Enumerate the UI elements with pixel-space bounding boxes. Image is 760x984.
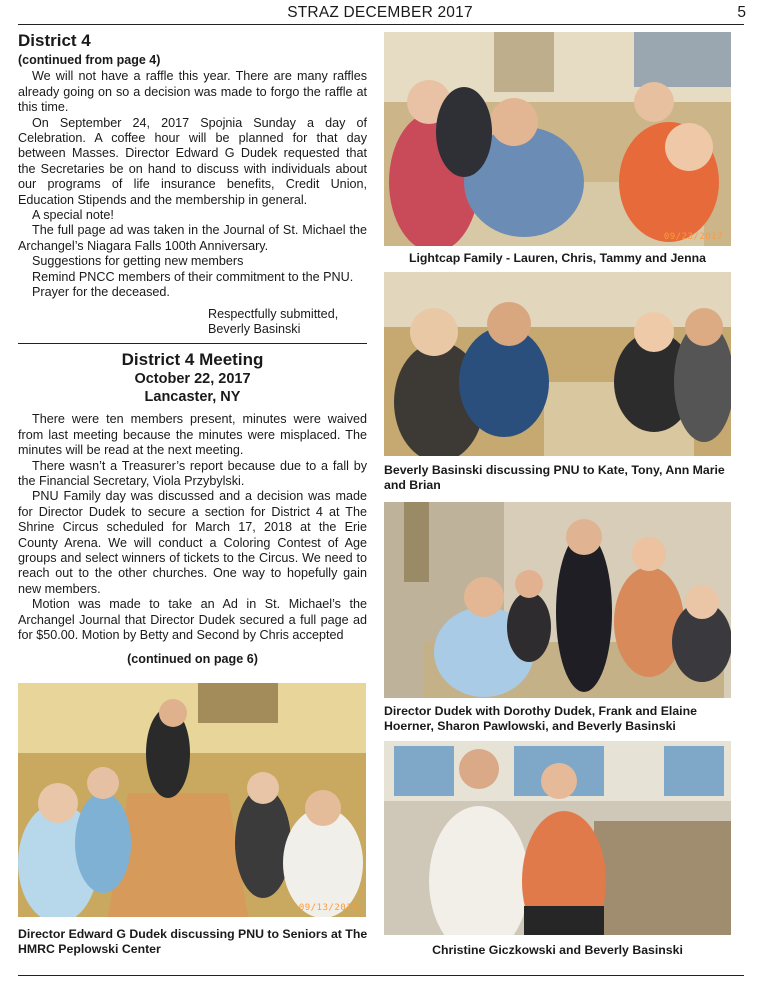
newsletter-title: STRAZ DECEMBER 2017 [287,4,473,21]
photo-giczkowski-basinski [384,741,731,935]
meeting-date: October 22, 2017 [134,371,251,388]
photo-dudek-group [384,502,731,698]
signer-name: Beverly Basinski [208,321,301,336]
meeting-location: Lancaster, NY [144,389,241,406]
left-column [18,31,367,668]
photo-timestamp: 09/13/2016 [298,903,358,913]
paragraph: On September 24, 2017 Spojnia Sunday a day of Celebration. A coffee hour will be planned for that day between Masses. Director Edward G Dudek requested that the Secretaries be on hand to discuss with individuals about our programs of life insurance benefits, Credit Union, Education Stipends and the membership in general. [18,115,367,207]
photo-seniors-hmrc [18,683,366,917]
page-number: 5 [737,4,746,21]
section-rule [18,343,367,344]
photo-lightcap-family [384,32,731,246]
photo-timestamp: 09/23/2017 [663,232,723,242]
paragraph: PNU Family day was discussed and a decision was made for Director Dudek to secure a section for District 4 at The Shrine Circus scheduled for March 17, 2018 at the Erie County Arena. We will conduct a Coloring Contest of Age groups and select winners of tickets to the Circus. We need to reach out to the other churches. One way to hopefully gain new members. [18,489,367,596]
paragraph: Prayer for the deceased. [32,285,170,300]
signoff: Respectfully submitted, [208,306,339,321]
photo-caption: Lightcap Family - Lauren, Chris, Tammy and Jenna [408,251,706,265]
photo-caption: Director Edward G Dudek discussing PNU to Seniors at The HMRC Peplowski Center [18,927,368,956]
paragraph: We will not have a raffle this year. There are many raffles already going on so a decision was made to forgo the raffle at this time. [18,69,367,115]
paragraph: There were ten members present, minutes were waived from last meeting because the minutes were misplaced. The minutes will be read at the next meeting. [18,412,367,458]
paragraph: Motion was made to take an Ad in St. Michael’s the Archangel Journal that Director Dudek secured a full page ad for $50.00. Motion by Betty and Second by Chris accepted [18,597,367,642]
photo-caption: Director Dudek with Dorothy Dudek, Frank and Elaine Hoerner, Sharon Pawlowski, and Beverly Basinski [384,704,697,733]
photo-caption: Christine Giczkowski and Beverly Basinski [432,943,683,957]
paragraph: A special note! [32,208,114,223]
header-rule [18,24,744,25]
footer-rule [18,975,744,976]
paragraph: Remind PNCC members of their commitment to the PNU. [32,269,354,284]
district-heading: District 4 [18,31,91,50]
meeting-heading: District 4 Meeting [121,350,264,370]
photo-basinski-discussing [384,272,731,456]
paragraph: Suggestions for getting new members [32,254,244,269]
paragraph: There wasn’t a Treasurer’s report because due to a fall by the Financial Secretary, Viola Przybylski. [18,458,367,488]
continued-from-note: (continued from page 4) [18,53,161,67]
photo-caption: Beverly Basinski discussing PNU to Kate, Tony, Ann Marie and Brian [384,463,725,492]
continued-on-note: (continued on page 6) [127,652,258,667]
paragraph: The full page ad was taken in the Journal of St. Michael the Archangel’s Niagara Falls 100th Anniversary. [18,223,367,253]
